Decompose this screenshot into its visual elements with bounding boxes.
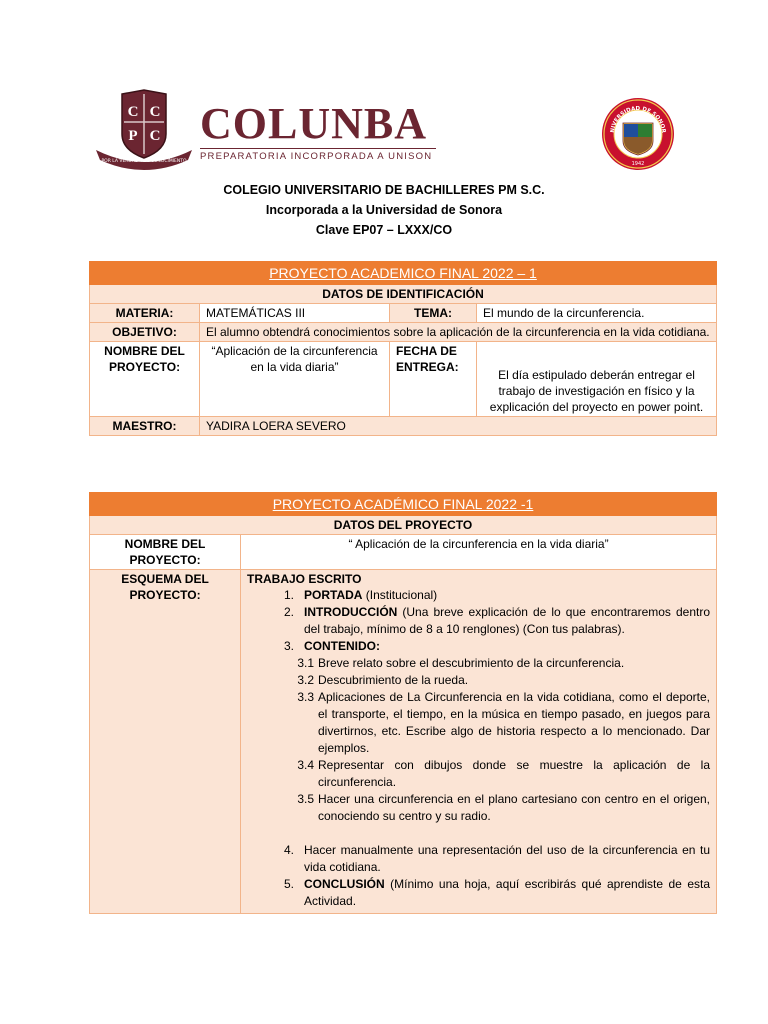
list-item <box>247 587 710 604</box>
list-item-body: (Una breve explicación de lo que encontraremos dentro del trabajo, mínimo de 8 a 10 renglones) (Con tus palabras). <box>304 605 711 636</box>
university-seal-logo <box>601 97 675 171</box>
subitem <box>247 791 710 825</box>
subitem-text: Breve relato sobre el descubrimiento de la circunferencia. <box>318 656 625 670</box>
list-item-heading: CONCLUSIÓN <box>304 877 385 891</box>
school-code: Clave EP07 – LXXX/CO <box>315 223 453 237</box>
list-item <box>247 842 710 876</box>
identification-table <box>89 261 717 436</box>
list-item-heading: INTRODUCCIÓN <box>304 605 398 619</box>
brand-block <box>200 99 436 162</box>
nombre-label: NOMBRE DEL PROYECTO: <box>90 342 200 417</box>
crest-ribbon-text: POR LA VERDAD Y EL CONOCIMIENTO <box>101 159 187 164</box>
list-item <box>247 876 710 910</box>
subitem-text: Descubrimiento de la rueda. <box>318 673 469 687</box>
objetivo-value: El alumno obtendrá conocimientos sobre la aplicación de la circunferencia en la vida cotidiana. <box>200 323 717 342</box>
maestro-row <box>90 417 717 436</box>
table1-title: PROYECTO ACADEMICO FINAL 2022 – 1 <box>269 265 537 281</box>
esquema-items-after <box>247 842 710 910</box>
list-item-text <box>304 842 710 876</box>
maestro-value: YADIRA LOERA SEVERO <box>200 417 717 436</box>
list-item-number: 1. <box>283 588 294 602</box>
maestro-label: MAESTRO: <box>90 417 200 436</box>
school-name: COLEGIO UNIVERSITARIO DE BACHILLERES PM S.C. <box>223 183 545 197</box>
list-item-text <box>304 638 710 655</box>
svg-text:C: C <box>127 104 139 120</box>
nombre-value: “Aplicación de la circunferencia en la vida diaria” <box>200 342 390 417</box>
list-item-text <box>304 876 710 910</box>
project-name-value: “ Aplicación de la circunferencia en la vida diaria” <box>241 535 717 570</box>
objetivo-label: OBJETIVO: <box>90 323 200 342</box>
subitem <box>247 757 710 791</box>
project-table <box>89 492 717 914</box>
seal-year: 1942 <box>631 161 645 167</box>
objetivo-row <box>90 323 717 342</box>
subitem-number: 3.4 <box>297 758 314 772</box>
brand-subtitle: PREPARATORIA INCORPORADA A UNISON <box>200 148 436 162</box>
list-item-body: Hacer manualmente una representación del uso de la circunferencia en tu vida cotidiana. <box>304 843 711 874</box>
table2-title: PROYECTO ACADÉMICO FINAL 2022 -1 <box>272 496 534 512</box>
subitem-text: Aplicaciones de La Circunferencia en la vida cotidiana, como el deporte, el transporte, el tiempo, en la música en tiempo pasado, en juegos para divertirnos, etc. Escribe algo de historia respecto a lo mencionado. Dar ejemplos. <box>318 690 711 755</box>
esquema-content <box>241 570 717 914</box>
subitem <box>247 655 710 672</box>
list-item <box>247 638 710 655</box>
materia-value: MATEMÁTICAS III <box>200 304 390 323</box>
materia-label: MATERIA: <box>90 304 200 323</box>
table1-subtitle: DATOS DE IDENTIFICACIÓN <box>90 285 717 304</box>
tema-label: TEMA: <box>390 304 477 323</box>
fecha-value: El día estipulado deberán entregar el trabajo de investigación en físico y la explicación del proyecto en power point. <box>477 342 717 417</box>
list-item-text <box>304 604 710 638</box>
list-item <box>247 604 710 638</box>
list-item-text <box>304 587 710 604</box>
project-name-label: NOMBRE DEL PROYECTO: <box>90 535 241 570</box>
subitem <box>247 672 710 689</box>
list-item-heading: CONTENIDO: <box>304 639 380 653</box>
tema-value: El mundo de la circunferencia. <box>477 304 717 323</box>
svg-text:P: P <box>128 128 138 144</box>
seal-text: NIVERSIDAD DE SONOR <box>609 105 667 134</box>
esquema-row <box>90 570 717 914</box>
brand-name: COLUNBA <box>200 99 428 148</box>
esquema-label: ESQUEMA DEL PROYECTO: <box>90 570 241 914</box>
subitem <box>247 689 710 757</box>
trabajo-heading: TRABAJO ESCRITO <box>247 572 362 586</box>
subitem-text: Hacer una circunferencia en el plano cartesiano con centro en el origen, conociendo su centro y su radio. <box>318 792 711 823</box>
school-incorporation: Incorporada a la Universidad de Sonora <box>265 203 503 217</box>
nombre-fecha-row <box>90 342 717 417</box>
list-item-body: (Mínimo una hoja, aquí escribirás qué aprendiste de esta Actividad. <box>304 877 711 908</box>
school-header <box>0 180 768 240</box>
colunba-crest-logo <box>94 88 194 170</box>
table2-title-row <box>90 493 717 516</box>
list-item-number: 5. <box>283 877 294 891</box>
contenido-subitems <box>247 655 710 825</box>
project-name-row <box>90 535 717 570</box>
fecha-label: FECHA DE ENTREGA: <box>390 342 477 417</box>
subitem-number: 3.1 <box>297 656 314 670</box>
table1-title-row <box>90 262 717 285</box>
materia-row <box>90 304 717 323</box>
svg-text:C: C <box>149 104 161 120</box>
list-item-number: 4. <box>283 843 294 857</box>
svg-text:C: C <box>149 128 161 144</box>
list-item-number: 3. <box>283 639 294 653</box>
subitem-text: Representar con dibujos donde se muestre la aplicación de la circunferencia. <box>318 758 711 789</box>
table2-subtitle: DATOS DEL PROYECTO <box>90 516 717 535</box>
list-item-heading: PORTADA <box>304 588 363 602</box>
subitem-number: 3.3 <box>297 690 314 704</box>
esquema-items <box>247 587 710 655</box>
list-item-number: 2. <box>283 605 294 619</box>
subitem-number: 3.2 <box>297 673 314 687</box>
list-item-body: (Institucional) <box>362 588 438 602</box>
subitem-number: 3.5 <box>297 792 314 806</box>
